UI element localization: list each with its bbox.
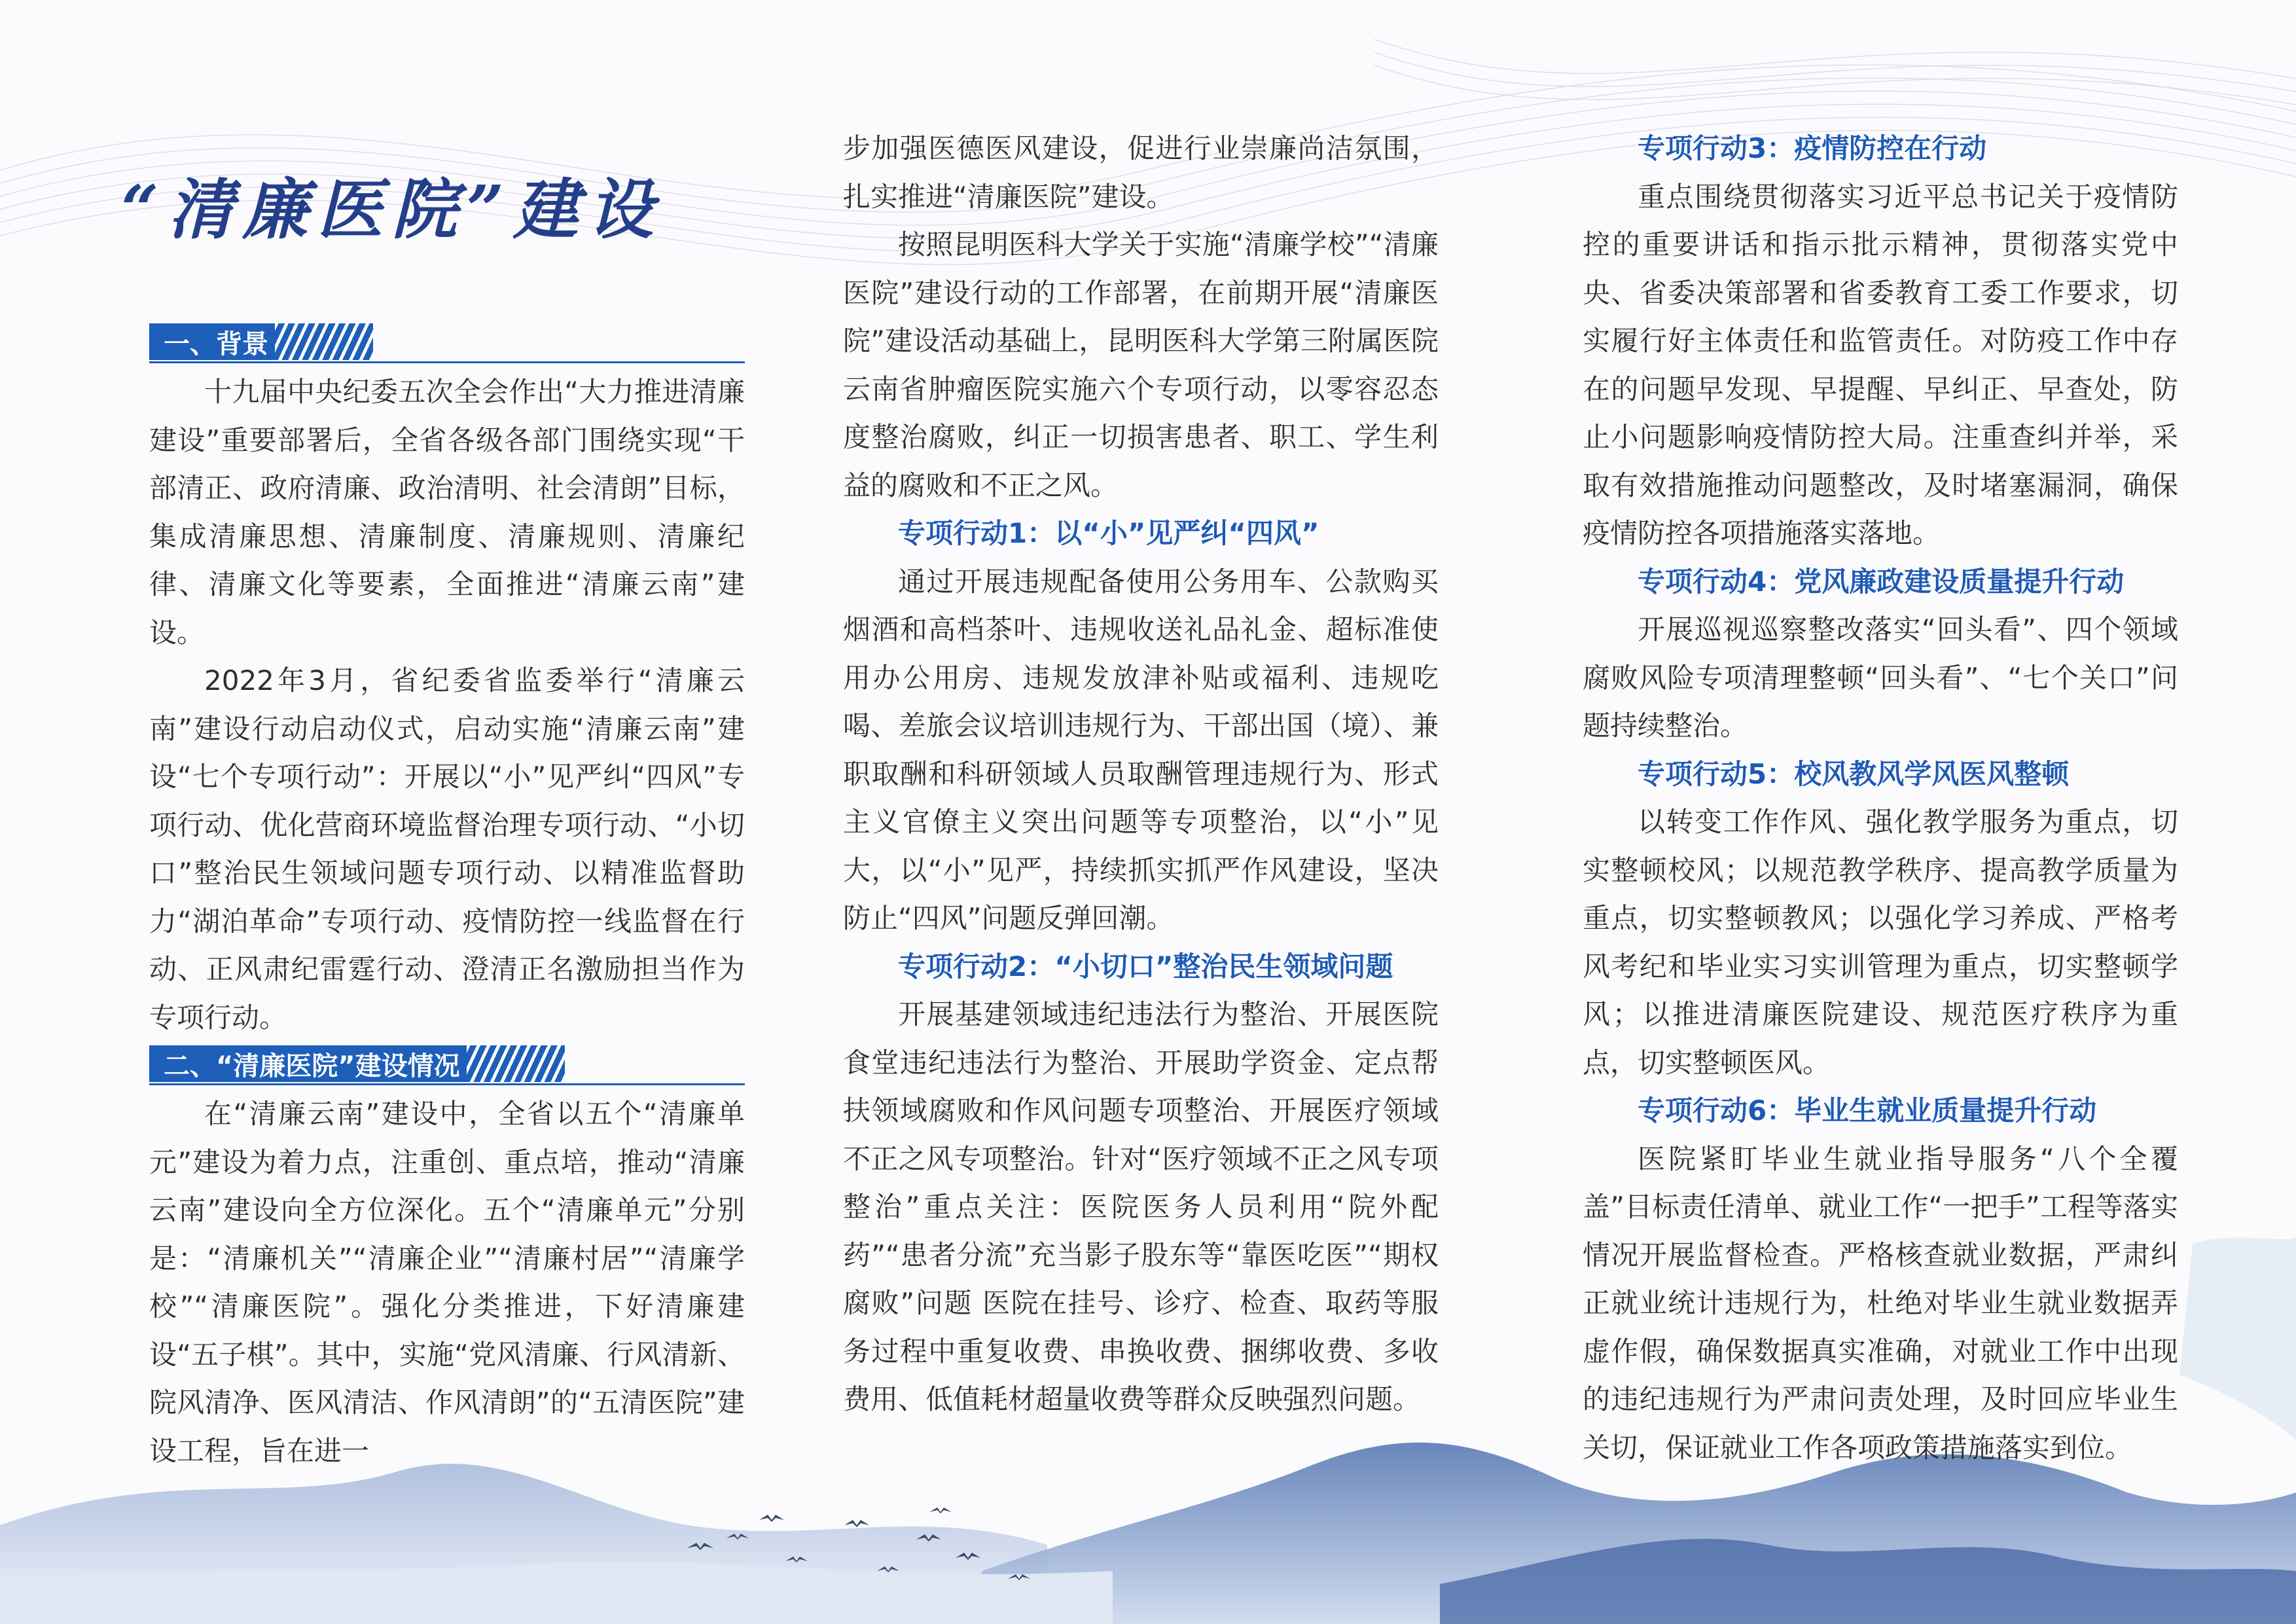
paragraph: 重点围绕贯彻落实习近平总书记关于疫情防控的重要讲话和指示批示精神，贯彻落实党中央、省委决策部署和省委教育工委工作要求，切实履行好主体责任和监管责任。对防疫工作中存在的问题早发现、早提醒、早纠正、早查处，防止小问题影响疫情防控大局。注重查纠并举，采取有效措施推动问题整改，及时堵塞漏洞，确保疫情防控各项措施落实落地。 <box>1583 180 2178 549</box>
section-header-situation <box>149 1045 745 1086</box>
paragraph: 以转变工作作风、强化教学服务为重点，切实整顿校风；以规范教学秩序、提高教学质量为重点，切实整顿教风；以强化学习养成、严格考风考纪和毕业实习实训管理为重点，切实整顿学风；以推进清廉医院建设、规范医疗秩序为重点，切实整顿医风。 <box>1583 806 2178 1079</box>
action-heading-3: 专项行动3：疫情防控在行动 <box>1638 132 1987 164</box>
action-heading-5: 专项行动5：校风教风学风医风整顿 <box>1638 757 2070 790</box>
section-header-background <box>149 323 745 364</box>
paragraph: 十九届中央纪委五次全会作出“大力推进清廉建设”重要部署后，全省各级各部门围绕实现“干部清正、政府清廉、政治清明、社会清朗”目标，集成清廉思想、清廉制度、清廉规则、清廉纪律、清廉文化等要素，全面推进“清廉云南”建设。 <box>149 376 745 649</box>
paragraph: 开展巡视巡察整改落实“回头看”、四个领域腐败风险专项清理整顿“回头看”、“七个关口”问题持续整治。 <box>1583 613 2178 742</box>
column-1 <box>149 319 745 1475</box>
page-title: “清廉医院”建设 <box>121 171 663 248</box>
paragraph: 按照昆明医科大学关于实施“清廉学校”“清廉医院”建设行动的工作部署，在前期开展“清廉医院”建设活动基础上，昆明医科大学第三附属医院 云南省肿瘤医院实施六个专项行动，以零容忍态度整治腐败，纠正一切损害患者、职工、学生利益的腐败和不正之风。 <box>843 228 1439 501</box>
action-heading-4: 专项行动4：党风廉政建设质量提升行动 <box>1638 565 2125 598</box>
section-header-label: 二、“清廉医院”建设情况 <box>164 1051 460 1081</box>
section-header-label: 一、背景 <box>164 329 268 359</box>
paragraph: 医院紧盯毕业生就业指导服务“八个全覆盖”目标责任清单、就业工作“一把手”工程等落实情况开展监督检查。严格核查就业数据，严肃纠正就业统计违规行为，杜绝对毕业生就业数据弄虚作假，确保数据真实准确，对就业工作中出现的违纪违规行为严肃问责处理，及时回应毕业生关切，保证就业工作各项政策措施落实到位。 <box>1583 1142 2178 1464</box>
hatch-stripe-icon <box>275 323 373 360</box>
paragraph: 步加强医德医风建设，促进行业崇廉尚洁氛围，扎实推进“清廉医院”建设。 <box>843 132 1439 213</box>
action-heading-6: 专项行动6：毕业生就业质量提升行动 <box>1638 1094 2097 1127</box>
paragraph: 通过开展违规配备使用公务用车、公款购买烟酒和高档茶叶、违规收送礼品礼金、超标准使用办公用房、违规发放津补贴或福利、违规吃喝、差旅会议培训违规行为、干部出国（境）、兼职取酬和科研领域人员取酬管理违规行为、形式主义官僚主义突出问题等专项整治，以“小”见大，以“小”见严，持续抓实抓严作风建设，坚决防止“四风”问题反弹回潮。 <box>843 565 1439 934</box>
paragraph: 2022年3月，省纪委省监委举行“清廉云南”建设行动启动仪式，启动实施“清廉云南”建设“七个专项行动”：开展以“小”见严纠“四风”专项行动、优化营商环境监督治理专项行动、“小切口”整治民生领域问题专项行动、以精准监督助力“湖泊革命”专项行动、疫情防控一线监督在行动、正风肃纪雷霆行动、澄清正名激励担当作为专项行动。 <box>149 664 745 1034</box>
action-heading-1: 专项行动1：以“小”见严纠“四风” <box>898 517 1319 549</box>
action-heading-2: 专项行动2：“小切口”整治民生领域问题 <box>898 950 1393 983</box>
column-2 <box>843 124 1439 1424</box>
hatch-stripe-icon <box>467 1045 565 1082</box>
paragraph: 在“清廉云南”建设中，全省以五个“清廉单元”建设为着力点，注重创、重点培，推动“清廉云南”建设向全方位深化。五个“清廉单元”分别是：“清廉机关”“清廉企业”“清廉村居”“清廉学校”“清廉医院”。强化分类推进，下好清廉建设“五子棋”。其中，实施“党风清廉、行风清新、院风清净、医风清洁、作风清朗”的“五清医院”建设工程，旨在进一 <box>149 1098 745 1467</box>
column-3 <box>1583 124 2178 1471</box>
paragraph: 开展基建领域违纪违法行为整治、开展医院食堂违纪违法行为整治、开展助学资金、定点帮扶领域腐败和作风问题专项整治、开展医疗领域不正之风专项整治。针对“医疗领域不正之风专项整治”重点关注：医院医务人员利用“院外配药”“患者分流”充当影子股东等“靠医吃医”“期权腐败”问题 医院在挂号、诊疗、检查、取药等服务过程中重复收费、串换收费、捆绑收费、多收费用、低值耗材超量收费等群众反映强烈问题。 <box>843 998 1439 1415</box>
